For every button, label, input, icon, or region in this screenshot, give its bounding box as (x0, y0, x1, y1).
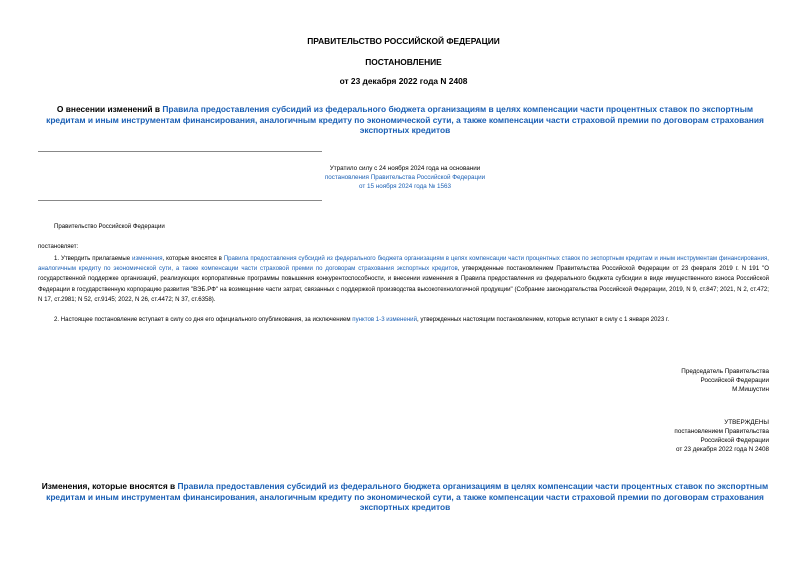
repeal-note (255, 164, 555, 191)
paragraph-1-text-c: , утвержденные постановлением Правительства Российской Федерации от 23 февраля 2019 г. N 191 "О государственной поддержке организаций, реализующих корпоративные программы повышения конкурентоспособности, и внесении изменения в Правила предоставления из федерального бюджета субсидии в виде имущественного взноса Российской Федерации в государственную корпорацию развития "ВЭБ.РФ" на возмещение части затрат, связанных с поддержкой производства высокотехнологичной продукции" (Собрание законодательства Российской Федерации, 2019, N 9, ст.847; 2021, N 2, ст.472; N 17, ст.2981; N 52, ст.9145; 2022, N 26, ст.4472; N 37, ст.6358). (38, 265, 770, 303)
resolves-text: постановляет: (38, 243, 79, 250)
divider-top (38, 151, 322, 152)
paragraph-1-text-b: , которые вносятся в (162, 255, 224, 262)
signature-block (681, 367, 769, 394)
government-heading: ПРАВИТЕЛЬСТВО РОССИЙСКОЙ ФЕДЕРАЦИИ (307, 36, 500, 46)
changes-title (40, 481, 770, 513)
government-name: Правительство Российской Федерации (54, 223, 165, 230)
approval-line-3: Российской Федерации (700, 437, 769, 444)
document-type-heading: ПОСТАНОВЛЕНИЕ (365, 57, 442, 67)
document-title-prefix: О внесении изменений в (56, 104, 163, 114)
repeal-note-text: Утратило силу с 24 ноября 2024 года на основании (329, 165, 481, 172)
signature-name: М.Мишустин (732, 386, 769, 393)
signature-title: Председатель Правительства (681, 368, 769, 375)
repeal-resolution-date-link[interactable]: от 15 ноября 2024 года № 1563 (358, 183, 452, 190)
paragraph-1 (38, 254, 769, 305)
approval-line-2: постановлением Правительства (674, 428, 769, 435)
document-title (40, 104, 770, 136)
paragraph-2-text-b: , утвержденных настоящим постановлением, которые вступают в силу с 1 января 2023 г. (417, 316, 670, 323)
changes-rules-link[interactable]: Правила предоставления субсидий из федерального бюджета организациям в целях компенсации части процентных ставок по экспортным кредитам и иным инструментам финансирования, аналогичным кредиту по экономической сути, а также компенсации части страховой премии по договорам страхования экспортных кредитов (46, 481, 769, 512)
document-date-number: от 23 декабря 2022 года N 2408 (339, 76, 468, 86)
approval-date: от 23 декабря 2022 года N 2408 (675, 446, 769, 453)
signature-country: Российской Федерации (700, 377, 769, 384)
points-link[interactable]: пунктов 1-3 изменений (352, 316, 417, 323)
paragraph-1-text-a: 1. Утвердить прилагаемые (54, 255, 132, 262)
changes-link[interactable]: изменения (131, 255, 163, 262)
rules-link[interactable]: Правила предоставления субсидий из федерального бюджета организациям в целях компенсации части процентных ставок по экспортным кредитам и иным инструментам финансирования, аналогичным кредиту по экономической сути, а также компенсации части страховой премии по договорам страхования экспортных кредитов (46, 104, 764, 135)
divider-bottom (38, 200, 322, 201)
rules-link-paragraph[interactable]: Правила предоставления субсидий из федерального бюджета организациям в целях компенсации части процентных ставок по экспортным кредитам и иным инструментам финансирования, аналогичным кредиту по экономической сути, а также компенсации части страховой премии по договорам страхования экспортных кредитов (38, 255, 769, 273)
paragraph-2-text-a: 2. Настоящее постановление вступает в силу со дня его официального опубликования, за исключением (54, 316, 353, 323)
repeal-resolution-link[interactable]: постановления Правительства Российской Федерации (324, 174, 486, 181)
approval-block (674, 418, 769, 454)
paragraph-2 (38, 315, 769, 325)
changes-title-prefix: Изменения, которые вносятся в (41, 481, 178, 491)
approval-heading: УТВЕРЖДЕНЫ (724, 419, 769, 426)
